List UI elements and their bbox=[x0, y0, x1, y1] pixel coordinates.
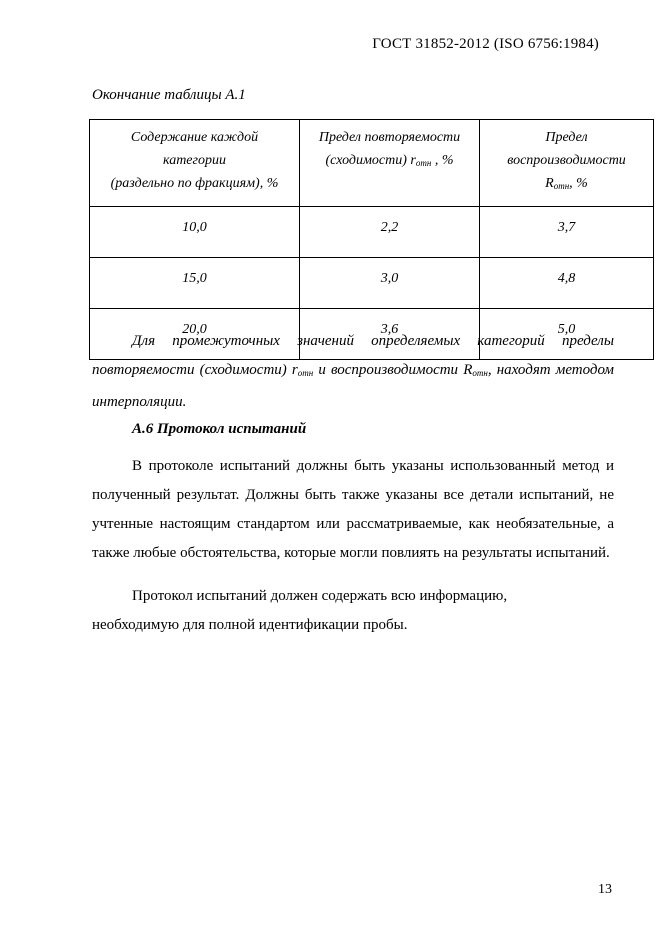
paragraph-test-report: В протоколе испытаний должны быть указаны использованный метод и полученный результат. Должны быть также указаны все детали испытаний, не учтенные настоящим стандартом или рассматриваемые, как необязательные, а также любые обстоятельства, которые могли повлиять на результаты испытаний. bbox=[92, 458, 614, 561]
cell-reproducibility: 5,0 bbox=[480, 309, 654, 360]
interpolation-note: Для промежуточных значений определяемых категорий пределы повторяемости (сходимости) $r_{отн}$ и воспроизводимости $R_{отн}$, находят методом интерполяции. bbox=[92, 333, 615, 410]
cell-repeatability: 2,2 bbox=[300, 207, 480, 258]
cell-reproducibility: 4,8 bbox=[480, 258, 654, 309]
cell-repeatability: 3,6 bbox=[300, 309, 480, 360]
header-category-content: Содержание каждой категории (раздельно по фракциям), % bbox=[90, 120, 300, 207]
section-title: А.6 Протокол испытаний bbox=[132, 421, 307, 437]
cell-category: 20,0 bbox=[90, 309, 300, 360]
cell-category: 15,0 bbox=[90, 258, 300, 309]
precision-table bbox=[89, 119, 654, 360]
table-header-row bbox=[90, 120, 654, 207]
page-number: 13 bbox=[598, 882, 612, 897]
cell-category: 10,0 bbox=[90, 207, 300, 258]
table-caption: Окончание таблицы А.1 bbox=[92, 87, 246, 103]
header-repeatability-limit: Предел повторяемости (сходимости) $r_{отн}$ , % bbox=[300, 120, 480, 207]
header-reproducibility-limit: Предел воспроизводимости $R_{отн}$, % bbox=[480, 120, 654, 207]
cell-reproducibility: 3,7 bbox=[480, 207, 654, 258]
table-row bbox=[90, 207, 654, 258]
table-row bbox=[90, 258, 654, 309]
paragraph-sample-identification: Протокол испытаний должен содержать всю информацию, необходимую для полной идентификации пробы. bbox=[92, 588, 508, 633]
cell-repeatability: 3,0 bbox=[300, 258, 480, 309]
document-header: ГОСТ 31852-2012 (ISO 6756:1984) bbox=[372, 36, 599, 52]
